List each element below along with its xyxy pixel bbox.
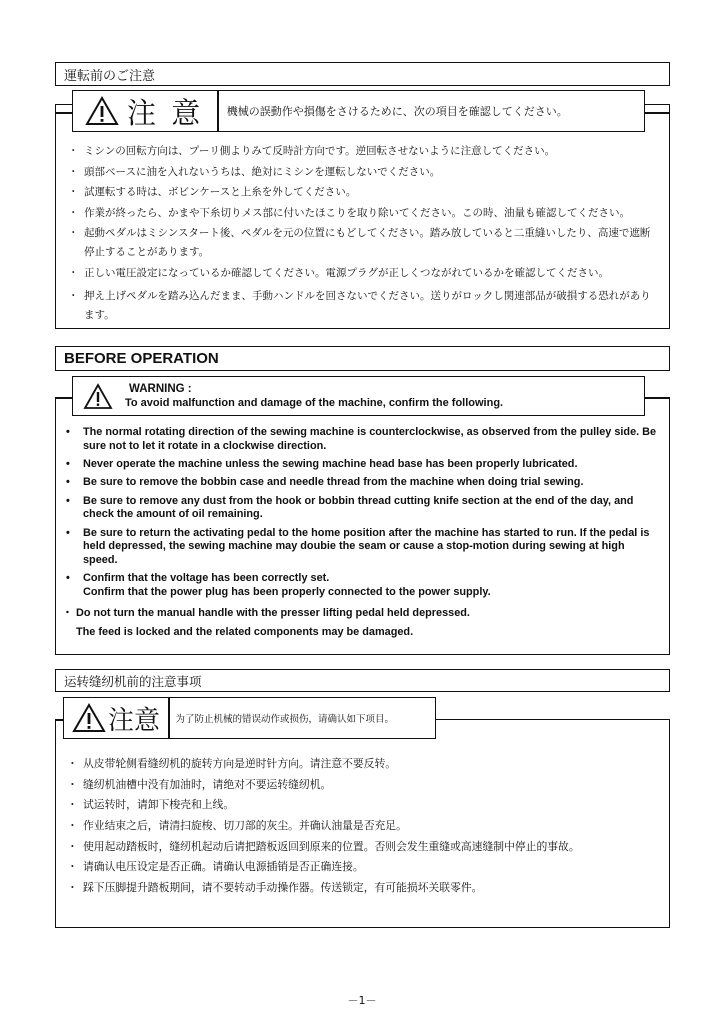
list-item: • Be sure to remove the bobbin case and needle thread from the machine when doing trial sewing.	[66, 476, 584, 489]
list-item: • Confirm that the voltage has been correctly set. Confirm that the power plug has been properly connected to the power supply.	[66, 572, 491, 598]
list-item: ・ 押え上げペダルを踏み込んだまま、手動ハンドルを回さないでください。送りがロックし関連部品が破損する恐れがあります。	[68, 289, 651, 321]
list-item: ・ 缝纫机油槽中没有加油时，请绝对不要运转缝纫机。	[67, 777, 332, 791]
list-item: ・ 踩下压脚提升踏板期间，请不要转动手动操作器。传送锁定，有可能损坏关联零件。	[67, 881, 483, 895]
list-item: ・ 頭部ベースに油を入れないうちは、絶対にミシンを運転しないでください。	[68, 165, 441, 178]
list-item: ・ 请确认电压设定是否正确。请确认电源插销是否正确连接。	[67, 860, 364, 874]
english-items-list	[62, 426, 662, 645]
warning-text: To avoid malfunction and damage of the machine, confirm the following.	[125, 397, 504, 409]
english-right-rule	[645, 397, 670, 399]
list-item: • Be sure to return the activating pedal to the home position after the machine has started to run. If the pedal is held depressed, the sewing machine may doubie the seam or cause a stop-motion during sewing at high speed.	[66, 526, 650, 566]
list-item: • The normal rotating direction of the sewing machine is counterclockwise, as observed from the pulley side. Be sure not to let it rotate in a clockwise direction.	[66, 426, 657, 452]
japanese-items-list	[68, 142, 652, 326]
japanese-section-title: 運転前のご注意	[64, 68, 156, 84]
english-left-rule	[55, 397, 72, 399]
list-item: ・ ミシンの回転方向は、プーリ側よりみて反時計方向です。逆回転させないように注意してください。	[68, 145, 556, 157]
english-section-title: BEFORE OPERATION	[64, 350, 219, 367]
warning-triangle-icon	[85, 96, 119, 126]
caution-divider	[217, 90, 219, 132]
caution-divider	[168, 697, 170, 739]
list-item: ・ 作业结束之后，请清扫旋梭、切刀部的灰尘。并确认油量是否充足。	[67, 819, 407, 833]
japanese-right-rule	[645, 112, 670, 114]
warning-triangle-icon	[83, 383, 113, 410]
list-item: ・ 試運転する時は、ボビンケースと上糸を外してください。	[68, 186, 357, 198]
chinese-section-title-box	[55, 669, 670, 692]
warning-triangle-icon	[72, 703, 106, 733]
japanese-section-title-box	[55, 62, 670, 86]
warning-label: WARNING :	[129, 383, 192, 395]
chinese-items-list	[67, 755, 661, 900]
list-item: ・ Do not turn the manual handle with the presser lifting pedal held depressed. The feed is locked and the related components may be damaged.	[62, 606, 470, 639]
list-item: • Be sure to remove any dust from the hook or bobbin thread cutting knife section at the end of the day, and check the amount of oil remaining.	[66, 494, 634, 521]
chinese-section-title: 运转缝纫机前的注意事项	[64, 673, 202, 689]
page-number: －1－	[347, 994, 377, 1007]
list-item: ・ 从皮带轮侧看缝纫机的旋转方向是逆时针方向。请注意不要反转。	[67, 757, 397, 770]
caution-text: 为了防止机械的错误动作或损伤，请确认如下项目。	[175, 714, 395, 725]
caution-label: 注 意	[127, 95, 204, 130]
list-item: ・ 起動ペダルはミシンスタート後、ペダルを元の位置にもどしてください。踏み放していると二重縫いしたり、高速で遮断停止することがあります。	[68, 227, 651, 258]
caution-text: 機械の誤動作や損傷をさけるために、次の項目を確認してください。	[226, 105, 568, 118]
japanese-caution-banner	[72, 90, 645, 132]
list-item: ・ 使用起动踏板时，缝纫机起动后请把踏板返回到原来的位置。否则会发生重缝或高速缝制中停止的事故。	[67, 839, 580, 853]
english-section-title-box	[55, 346, 670, 371]
caution-label: 注意	[108, 705, 161, 736]
japanese-left-rule	[55, 112, 72, 114]
list-item: ・ 正しい電圧設定になっているか確認してください。電源プラグが正しくつながれているかを確認してください。	[68, 266, 609, 279]
list-item: • Never operate the machine unless the sewing machine head base has been properly lubricated.	[66, 457, 578, 470]
list-item: ・ 试运转时，请卸下梭壳和上线。	[67, 798, 235, 812]
chinese-caution-banner	[63, 697, 436, 739]
list-item: ・ 作業が終ったら、かまや下糸切りメス部に付いたほこりを取り除いてください。この時、油量も確認してください。	[68, 206, 630, 219]
english-warning-banner	[72, 376, 645, 416]
